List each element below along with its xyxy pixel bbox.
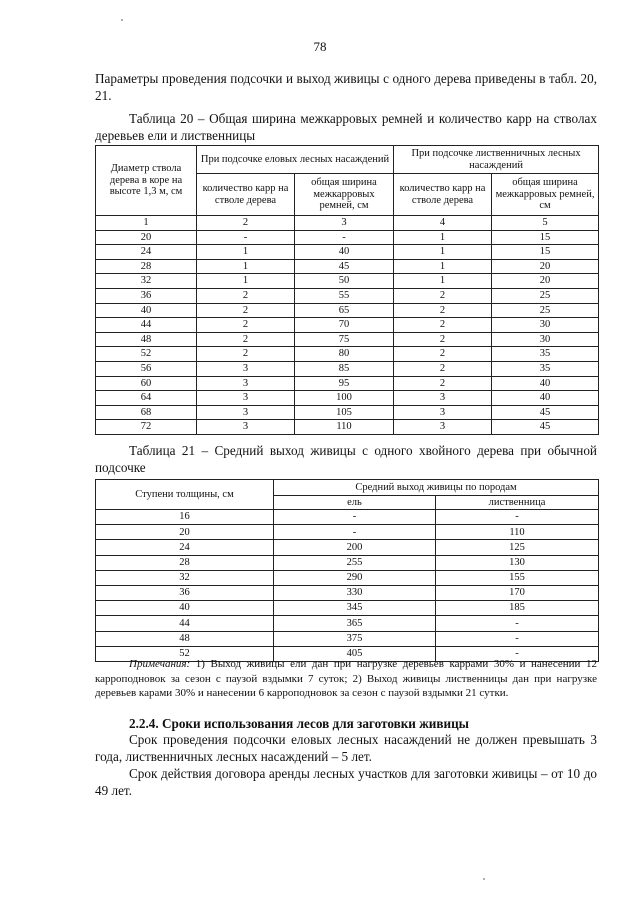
table-cell: 2 [197,216,295,231]
table-cell: 155 [436,570,599,585]
table-row [96,570,599,585]
table-cell: 2 [394,318,492,333]
table-cell: 68 [96,405,197,420]
table-cell: 100 [295,391,394,406]
table-cell: 125 [436,540,599,555]
table-row [96,420,599,435]
table-cell: 80 [295,347,394,362]
table-cell: 40 [295,245,394,260]
table-cell: 20 [492,274,599,289]
table-cell: 52 [96,347,197,362]
table-cell: 375 [274,631,436,646]
table-cell: 95 [295,376,394,391]
table-row [96,347,599,362]
table-cell: 1 [96,216,197,231]
table-cell: 130 [436,555,599,570]
table-cell: 2 [197,288,295,303]
table-row [96,230,599,245]
header-steps: Ступени толщины, см [96,480,274,510]
table-cell: 25 [492,303,599,318]
table-cell: 52 [96,646,274,661]
table-cell: 40 [492,376,599,391]
header-spruce-group: При подсочке еловых лесных насаждений [197,146,394,174]
table-cell: 45 [492,420,599,435]
table-cell: 48 [96,631,274,646]
table-cell: - [274,525,436,540]
table-cell: 3 [197,420,295,435]
table-cell: 290 [274,570,436,585]
table-cell: 55 [295,288,394,303]
table-cell: 3 [394,391,492,406]
table-21-caption: Таблица 21 – Средний выход живицы с одного хвойного дерева при обычной подсочке [95,443,597,475]
table-cell: 50 [295,274,394,289]
table-20-body [96,216,599,435]
table-cell: 2 [394,332,492,347]
scan-speck [483,878,485,880]
table-cell: 365 [274,616,436,631]
table-20-caption: Таблица 20 – Общая ширина межкарровых ремней и количество карр на стволах деревьев ели и лиственницы [95,111,597,143]
table-row [96,361,599,376]
table-row [96,391,599,406]
page-number: 78 [313,39,327,54]
intro-paragraph: Параметры проведения подсочки и выход живицы с одного дерева приведены в табл. 20, 21. [95,71,597,103]
table-row [96,616,599,631]
table-cell: 2 [394,361,492,376]
table-cell: 2 [394,303,492,318]
table-cell: 28 [96,259,197,274]
table-row [96,540,599,555]
table-cell: 185 [436,601,599,616]
table-cell: 16 [96,510,274,525]
table-cell: 20 [492,259,599,274]
table-cell: 1 [197,259,295,274]
table-cell: 2 [394,288,492,303]
table-cell: 75 [295,332,394,347]
table-cell: 1 [197,274,295,289]
table-cell: 20 [96,525,274,540]
table-21 [95,479,599,662]
table-cell: 3 [295,216,394,231]
table-row [96,274,599,289]
table-cell: 48 [96,332,197,347]
table-cell: 1 [394,259,492,274]
header-spruce-count: количество карр на стволе дерева [197,174,295,216]
table-cell: 255 [274,555,436,570]
notes-text: 1) Выход живицы ели дан при нагрузке деревьев каррами 30% и нанесении 12 карроподновок за сезон с паузой вздымки 7 суток; 2) Выход живицы лиственницы дан при нагрузке деревьев карами 30% и нанесении 6 карроподновок за сезон с паузой вздымки 21 сутки. [95,658,597,700]
table-cell: 3 [197,405,295,420]
table-21-body [96,510,599,662]
table-row [96,585,599,600]
table-cell: 3 [197,361,295,376]
table-row [96,510,599,525]
table-row [96,555,599,570]
table-cell: - [436,616,599,631]
table-cell: - [295,230,394,245]
lease-term-paragraph: Срок действия договора аренды лесных участков для заготовки живицы – от 10 до 49 лет. [95,766,597,798]
section-heading: 2.2.4. Сроки использования лесов для заготовки живицы [129,716,469,731]
table-cell: 170 [436,585,599,600]
notes-label: Примечания: [129,658,191,670]
table-cell: - [274,510,436,525]
table-cell: 24 [96,245,197,260]
table-cell: 30 [492,332,599,347]
table-cell: 330 [274,585,436,600]
table-cell: 3 [394,405,492,420]
table-cell: 72 [96,420,197,435]
table-cell: 2 [394,376,492,391]
header-spruce-width: общая ширина межкарровых ремней, см [295,174,394,216]
table-cell: 45 [492,405,599,420]
table-cell: - [436,631,599,646]
table-cell: 2 [394,347,492,362]
table-cell: 40 [492,391,599,406]
table-cell: 40 [96,303,197,318]
table-row [96,405,599,420]
table-cell: 25 [492,288,599,303]
table-cell: 32 [96,570,274,585]
header-larch-count: количество карр на стволе дерева [394,174,492,216]
table-cell: 35 [492,347,599,362]
table-row [96,288,599,303]
table-cell: 2 [197,347,295,362]
header-larch: лиственница [436,496,599,510]
table-row [96,525,599,540]
table-cell: 44 [96,318,197,333]
table-cell: 64 [96,391,197,406]
scan-speck [121,19,123,21]
header-yield-group: Средний выход живицы по породам [274,480,599,496]
table-20 [95,145,599,435]
table-cell: 32 [96,274,197,289]
table-row [96,216,599,231]
table-row [96,601,599,616]
table-cell: 2 [197,332,295,347]
table-cell: 3 [394,420,492,435]
table-cell: 3 [197,376,295,391]
table-cell: 15 [492,230,599,245]
table-cell: 20 [96,230,197,245]
table-cell: 1 [197,245,295,260]
table-cell: - [436,646,599,661]
tapping-period-paragraph: Срок проведения подсочки еловых лесных насаждений не должен превышать 3 года, лиственничных лесных насаждений – 5 лет. [95,732,597,764]
table-cell: 56 [96,361,197,376]
table-cell: 5 [492,216,599,231]
table-cell: 24 [96,540,274,555]
table-row [96,259,599,274]
table-row [96,303,599,318]
table-notes [95,657,597,701]
table-row [96,332,599,347]
table-cell: 60 [96,376,197,391]
table-cell: 1 [394,245,492,260]
header-larch-group: При подсочке лиственничных лесных насаждений [394,146,599,174]
table-cell: 35 [492,361,599,376]
table-cell: 105 [295,405,394,420]
table-cell: 4 [394,216,492,231]
table-cell: - [436,510,599,525]
table-cell: 1 [394,230,492,245]
table-cell: 85 [295,361,394,376]
table-cell: 345 [274,601,436,616]
table-cell: 36 [96,288,197,303]
table-cell: 36 [96,585,274,600]
table-cell: 65 [295,303,394,318]
table-cell: 44 [96,616,274,631]
table-row [96,318,599,333]
table-cell: 3 [197,391,295,406]
table-cell: 30 [492,318,599,333]
header-diameter: Диаметр ствола дерева в коре на высоте 1,3 м, см [96,146,197,216]
header-larch-width: общая ширина межкарровых ремней, см [492,174,599,216]
table-row [96,245,599,260]
table-cell: 28 [96,555,274,570]
table-cell: 70 [295,318,394,333]
table-cell: 45 [295,259,394,274]
table-cell: 200 [274,540,436,555]
table-cell: 2 [197,318,295,333]
table-cell: - [197,230,295,245]
table-cell: 110 [295,420,394,435]
header-spruce: ель [274,496,436,510]
table-cell: 15 [492,245,599,260]
table-row [96,631,599,646]
table-cell: 2 [197,303,295,318]
table-cell: 110 [436,525,599,540]
table-cell: 40 [96,601,274,616]
table-cell: 405 [274,646,436,661]
table-cell: 1 [394,274,492,289]
table-row [96,376,599,391]
